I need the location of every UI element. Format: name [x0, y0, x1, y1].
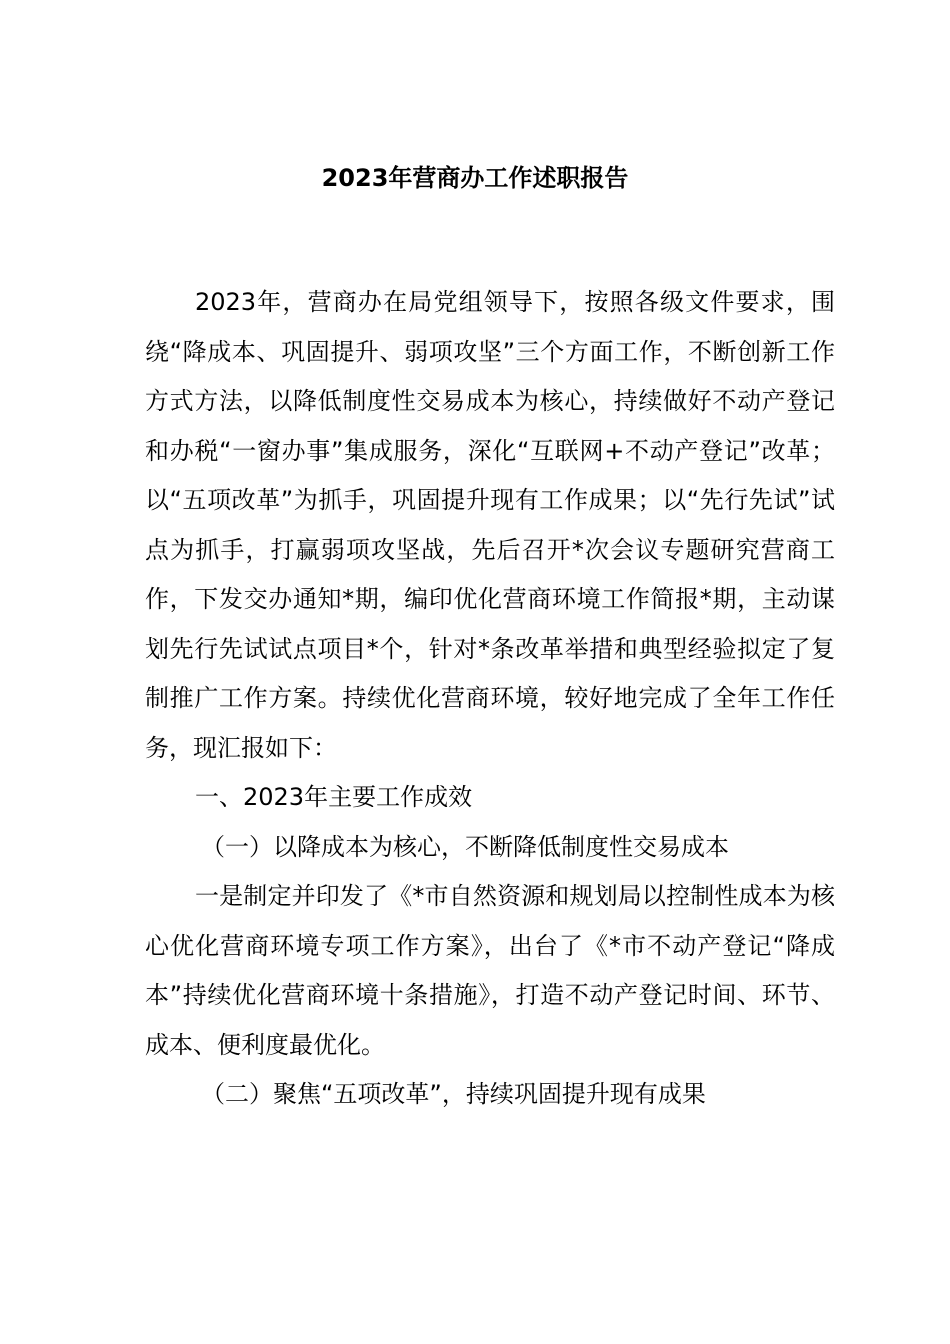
- intro-paragraph: 2023年，营商办在局党组领导下，按照各级文件要求，围绕“降成本、巩固提升、弱项攻坚”三个方面工作，不断创新工作方式方法，以降低制度性交易成本为核心，持续做好不动产登记和办税“一窗办事”集成服务，深化“互联网+不动产登记”改革；以“五项改革”为抓手，巩固提升现有工作成果；以“先行先试”试点为抓手，打赢弱项攻坚战，先后召开*次会议专题研究营商工作，下发交办通知*期，编印优化营商环境工作简报*期，主动谋划先行先试试点项目*个，针对*条改革举措和典型经验拟定了复制推广工作方案。持续优化营商环境，较好地完成了全年工作任务，现汇报如下：: [145, 288, 835, 762]
- subsection-heading: （二）聚焦“五项改革”，持续巩固提升现有成果: [201, 1080, 706, 1108]
- subsection-heading: （一）以降成本为核心，不断降低制度性交易成本: [201, 832, 729, 861]
- body-paragraph: 一是制定并印发了《*市自然资源和规划局以控制性成本为核心优化营商环境专项工作方案》，出台了《*市不动产登记“降成本”持续优化营商环境十条措施》，打造不动产登记时间、环节、成本、便利度最优化。: [145, 882, 835, 1059]
- section-heading: 一、2023年主要工作成效: [195, 783, 473, 811]
- document-title: 2023年营商办工作述职报告: [321, 164, 629, 192]
- document-body: [145, 278, 835, 1120]
